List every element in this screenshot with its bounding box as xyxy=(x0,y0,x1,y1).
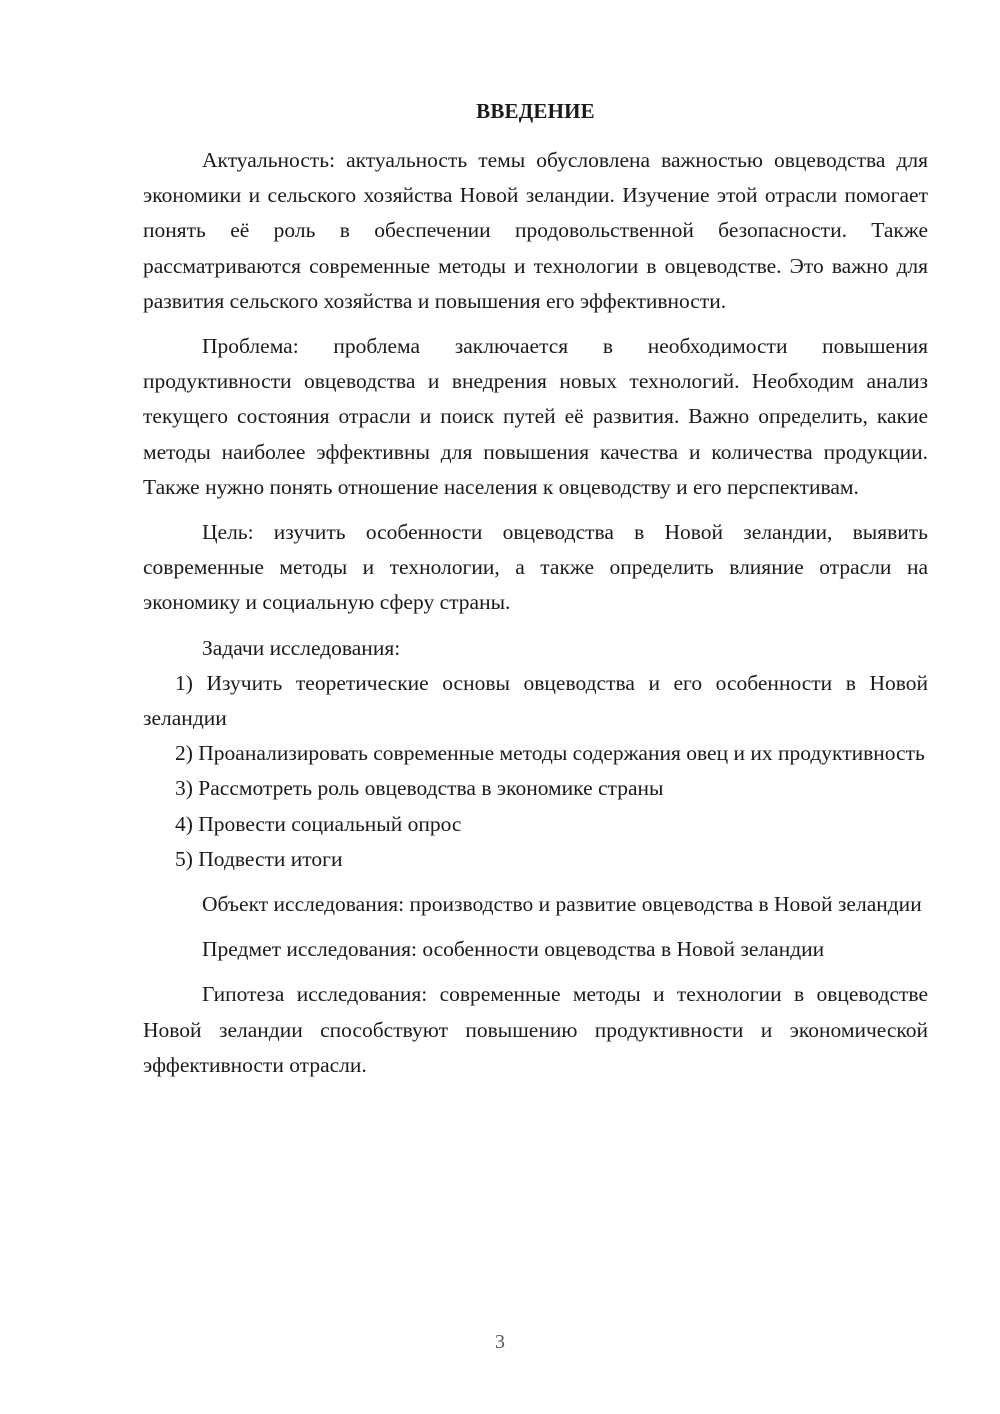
task-item-1: 1) Изучить теоретические основы овцеводства и его особенности в Новой зеландии xyxy=(143,670,928,731)
task-item-3: 3) Рассмотреть роль овцеводства в экономике страны xyxy=(175,776,664,801)
task-item-4: 4) Провести социальный опрос xyxy=(175,811,462,836)
section-heading: ВВЕДЕНИЕ xyxy=(476,99,595,123)
paragraph-tasks-intro: Задачи исследования: xyxy=(202,635,401,660)
paragraph-object: Объект исследования: производство и развитие овцеводства в Новой зеландии xyxy=(202,892,922,917)
paragraph-hypothesis: Гипотеза исследования: современные методы и технологии в овцеводстве Новой зеландии способствуют повышению продуктивности и экономической эффективности отрасли. xyxy=(143,982,928,1077)
paragraph-problem: Проблема: проблема заключается в необходимости повышения продуктивности овцеводства и внедрения новых технологий. Необходим анализ текущего состояния отрасли и поиск путей её развития. Важно определить, какие методы наиболее эффективны для повышения качества и количества продукции. Также нужно понять отношение населения к овцеводству и его перспективам. xyxy=(143,334,928,499)
paragraph-relevance: Актуальность: актуальность темы обусловлена важностью овцеводства для экономики и сельского хозяйства Новой зеландии. Изучение этой отрасли помогает понять её роль в обеспечении продовольственной безопасности. Также рассматриваются современные методы и технологии в овцеводстве. Это важно для развития сельского хозяйства и повышения его эффективности. xyxy=(143,148,928,313)
paragraph-subject: Предмет исследования: особенности овцеводства в Новой зеландии xyxy=(202,937,825,962)
document-page xyxy=(143,94,928,1083)
task-item-2: 2) Проанализировать современные методы содержания овец и их продуктивность xyxy=(175,741,925,766)
paragraph-goal: Цель: изучить особенности овцеводства в Новой зеландии, выявить современные методы и технологии, а также определить влияние отрасли на экономику и социальную сферу страны. xyxy=(143,520,928,615)
page-number: 3 xyxy=(495,1331,505,1353)
task-item-5: 5) Подвести итоги xyxy=(175,846,343,871)
